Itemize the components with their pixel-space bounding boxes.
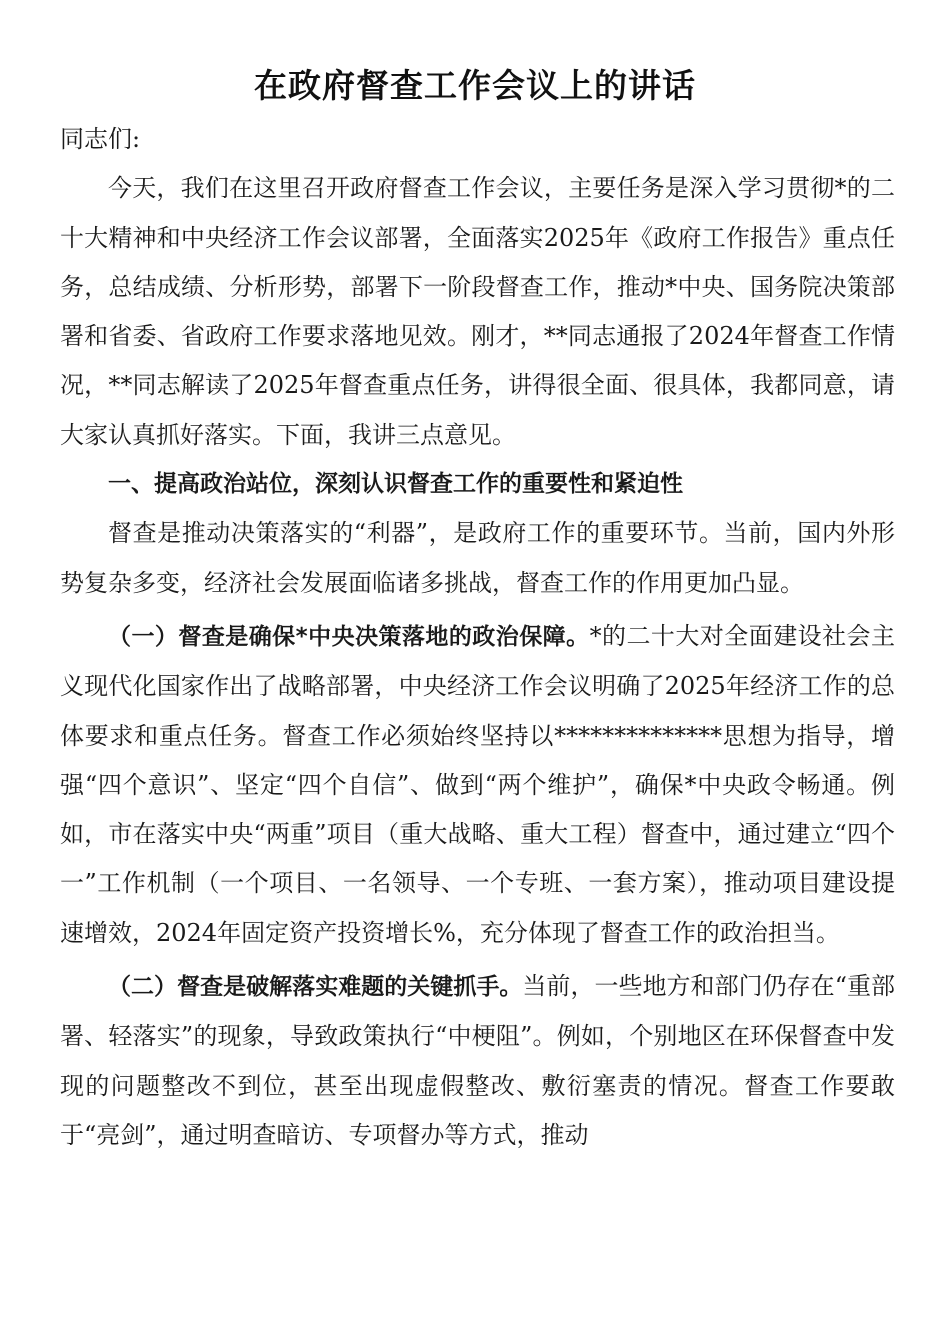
point-1-lead: （一）督查是确保*中央决策落地的政治保障。: [108, 623, 590, 650]
point-1-paragraph: [60, 612, 895, 958]
point-2-lead: （二）督查是破解落实难题的关键抓手。: [108, 974, 523, 1001]
point-1-body: *的二十大对全面建设社会主义现代化国家作出了战略部署，中央经济工作会议明确了2025年经济工作的总体要求和重点任务。督查工作必须始终坚持以**************思想为指导，增强“四个意识”、坚定“四个自信”、做到“两个维护”，确保*中央政令畅通。例如，市在落实中央“两重”项目（重大战略、重大工程）督查中，通过建立“四个一”工作机制（一个项目、一名领导、一个专班、一套方案），推动项目建设提速增效，2024年固定资产投资增长%，充分体现了督查工作的政治担当。: [60, 621, 896, 947]
section-1-heading: 一、提高政治站位，深刻认识督查工作的重要性和紧迫性: [108, 471, 683, 498]
point-2-paragraph: [60, 962, 895, 1160]
intro-paragraph: 今天，我们在这里召开政府督查工作会议，主要任务是深入学习贯彻*的二十大精神和中央经济工作会议部署，全面落实2025年《政府工作报告》重点任务，总结成绩、分析形势，部署下一阶段督查工作，推动*中央、国务院决策部署和省委、省政府工作要求落地见效。刚才，**同志通报了2024年督查工作情况，**同志解读了2025年督查重点任务，讲得很全面、很具体，我都同意，请大家认真抓好落实。下面，我讲三点意见。: [60, 174, 895, 449]
document-title: 在政府督查工作会议上的讲话: [254, 66, 696, 105]
salutation: 同志们:: [60, 125, 141, 153]
point-2-body: 当前，一些地方和部门仍存在“重部署、轻落实”的现象，导致政策执行“中梗阻”。例如，个别地区在环保督查中发现的问题整改不到位，甚至出现虚假整改、敷衍塞责的情况。督查工作要敢于“亮剑”，通过明查暗访、专项督办等方式，推动: [60, 972, 896, 1149]
document-body: [60, 115, 895, 1160]
section-1-intro-paragraph: 督查是推动决策落实的“利器”，是政府工作的重要环节。当前，国内外形势复杂多变，经济社会发展面临诸多挑战，督查工作的作用更加凸显。: [60, 519, 895, 597]
